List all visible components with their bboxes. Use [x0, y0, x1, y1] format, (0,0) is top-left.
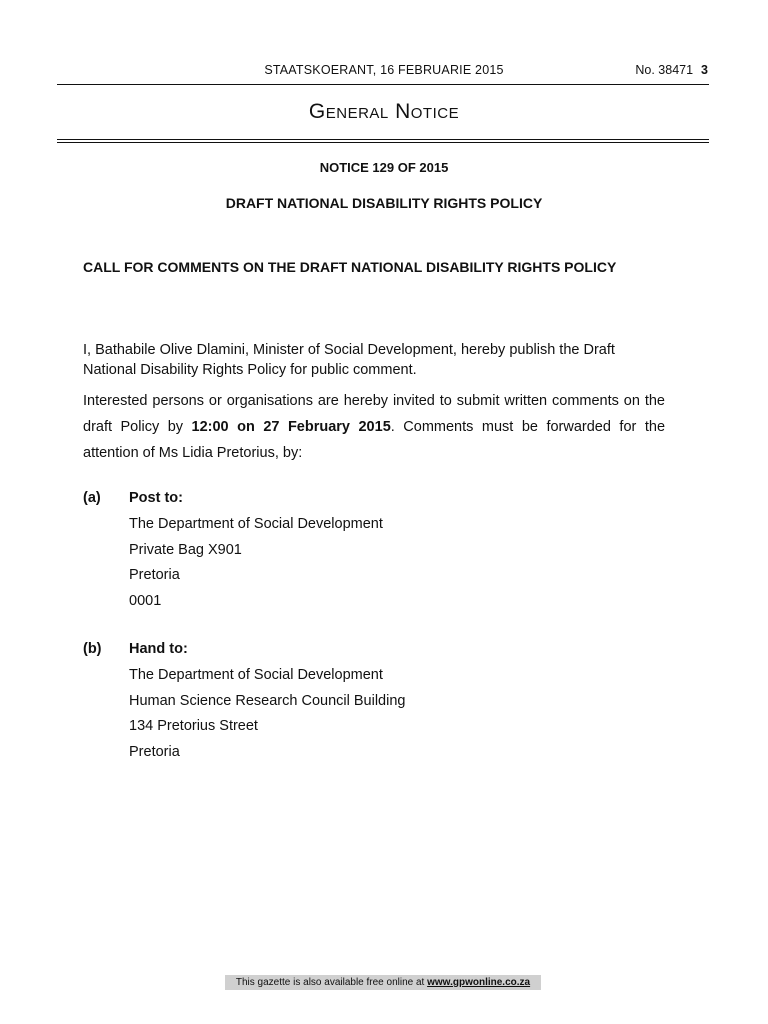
- gazette-header-title: STAATSKOERANT, 16 FEBRUARIE 2015: [264, 63, 504, 77]
- section-rule-top: [57, 139, 709, 140]
- intro-paragraph: I, Bathabile Olive Dlamini, Minister of Social Development, hereby publish the Draft National Disability Rights Policy for public comment.: [83, 342, 615, 378]
- address-line: 0001: [129, 592, 162, 609]
- postal-address: [129, 512, 383, 614]
- page-number: 3: [701, 63, 708, 77]
- deadline: 12:00 on 27 February 2015: [191, 419, 391, 435]
- instructions-text-end: . Comments must be forwarded for the attention of Ms Lidia Pretorius, by:: [83, 419, 666, 461]
- address-line: Human Science Research Council Building: [129, 692, 406, 709]
- hand-delivery-address: [129, 663, 405, 765]
- section-title: General Notice: [308, 100, 460, 123]
- address-line: Pretoria: [129, 743, 180, 760]
- option-label-b: (b): [83, 641, 102, 657]
- address-line: Private Bag X901: [129, 541, 242, 558]
- option-label-a: (a): [83, 490, 101, 506]
- instructions-text-start: Interested persons or organisations are hereby invited to submit written comments on the draft Policy by: [83, 393, 665, 435]
- address-line: Pretoria: [129, 567, 180, 583]
- header-rule: [57, 84, 709, 85]
- section-rule-bottom: [57, 142, 709, 143]
- address-line: The Department of Social Development: [129, 667, 383, 683]
- footer-banner: [225, 975, 541, 990]
- address-line: The Department of Social Development: [129, 516, 383, 532]
- notice-title: DRAFT NATIONAL DISABILITY RIGHTS POLICY: [225, 195, 543, 211]
- footer-text: This gazette is also available free online at: [235, 977, 428, 988]
- option-heading-post: Post to:: [129, 490, 183, 506]
- gazette-number: [635, 63, 708, 77]
- option-heading-hand: Hand to:: [129, 641, 188, 657]
- call-for-comments-heading: CALL FOR COMMENTS ON THE DRAFT NATIONAL DISABILITY RIGHTS POLICY: [83, 259, 617, 275]
- footer-link[interactable]: www.gpwonline.co.za: [427, 977, 531, 988]
- gazette-issue-number: No. 38471: [635, 63, 694, 77]
- instructions-paragraph: [83, 388, 665, 466]
- notice-number: NOTICE 129 OF 2015: [319, 160, 449, 175]
- address-line: 134 Pretorius Street: [129, 718, 258, 734]
